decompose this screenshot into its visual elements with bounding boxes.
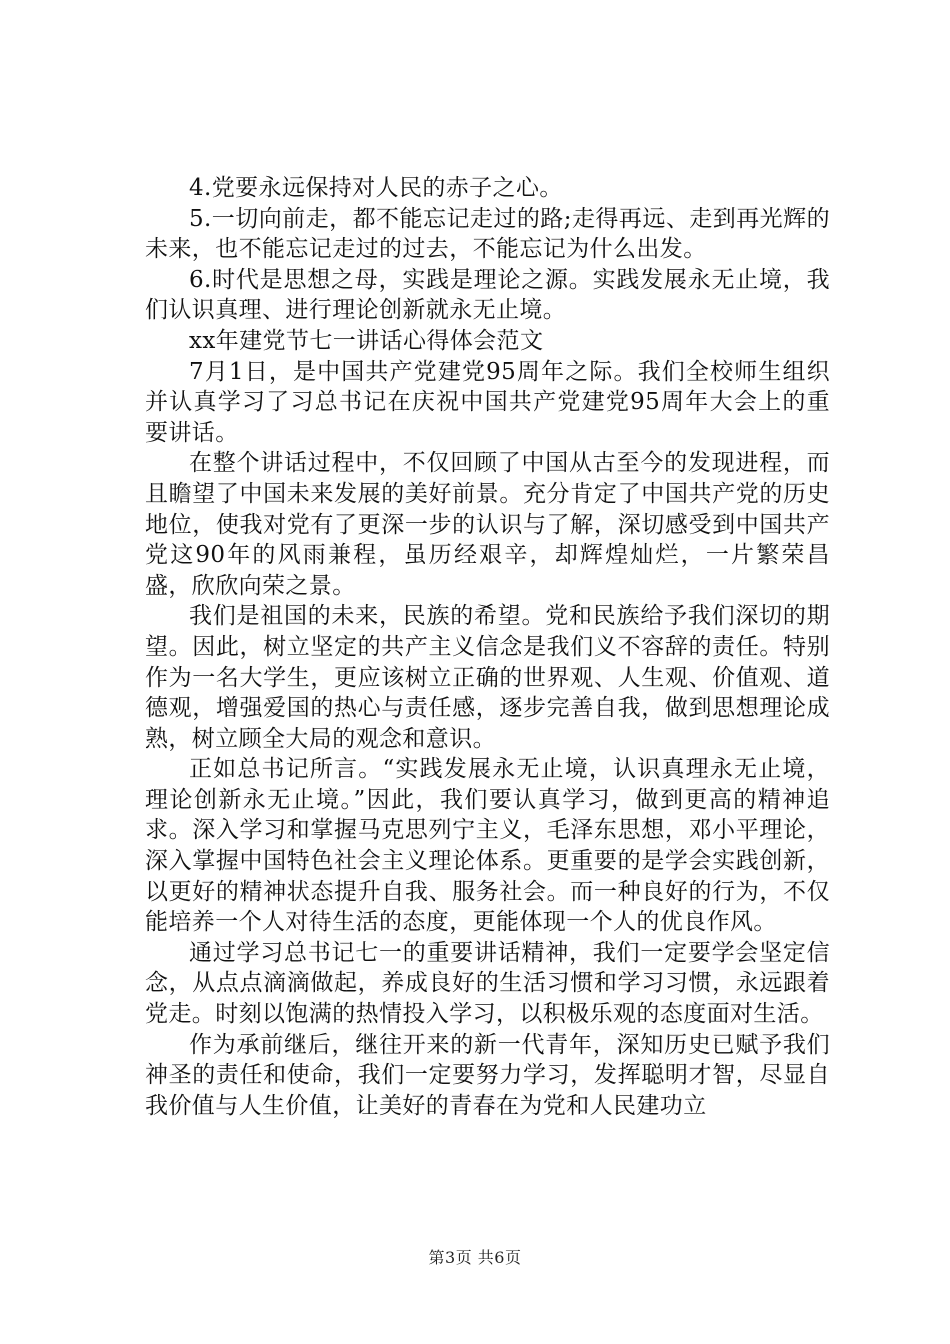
body-paragraph-4: 正如总书记所言。“实践发展永无止境，认识真理永无止境，理论创新永无止境。”因此，我们要认真学习，做到更高的精神追求。深入学习和掌握马克思列宁主义，毛泽东思想，邓小平理论，深入掌握中国特色社会主义理论体系。更重要的是学会实践创新，以更好的精神状态提升自我、服务社会。而一种良好的行为，不仅能培养一个人对待生活的态度，更能体现一个人的优良作风。 xyxy=(145,756,830,936)
list-item-4: 4.党要永远保持对人民的赤子之心。 xyxy=(189,175,563,201)
list-item-5: 5.一切向前走，都不能忘记走过的路;走得再远、走到再光辉的未来，也不能忘记走过的过去，不能忘记为什么出发。 xyxy=(145,205,830,263)
body-paragraph-6: 作为承前继后，继往开来的新一代青年，深知历史已赋予我们神圣的责任和使命，我们一定要努力学习，发挥聪明才智，尽显自我价值与人生价值，让美好的青春在为党和人民建功立 xyxy=(145,1031,830,1119)
page-number-footer: 第3页 共6页 xyxy=(428,1248,522,1267)
section-title: xx年建党节七一讲话心得体会范文 xyxy=(189,327,544,354)
list-item-6: 6.时代是思想之母，实践是理论之源。实践发展永无止境，我们认识真理、进行理论创新就永无止境。 xyxy=(145,266,830,324)
body-paragraph-1: 7月1日，是中国共产党建党95周年之际。我们全校师生组织并认真学习了习总书记在庆祝中国共产党建党95周年大会上的重要讲话。 xyxy=(145,358,830,446)
body-paragraph-5: 通过学习总书记七一的重要讲话精神，我们一定要学会坚定信念，从点点滴滴做起，养成良好的生活习惯和学习习惯，永远跟着党走。时刻以饱满的热情投入学习，以积极乐观的态度面对生活。 xyxy=(145,939,830,1028)
body-paragraph-3: 我们是祖国的未来，民族的希望。党和民族给予我们深切的期望。因此，树立坚定的共产主义信念是我们义不容辞的责任。特别作为一名大学生，更应该树立正确的世界观、人生观、价值观、道德观，增强爱国的热心与责任感，逐步完善自我，做到思想理论成熟，树立顾全大局的观念和意识。 xyxy=(145,603,830,752)
document-body xyxy=(145,173,830,1121)
body-paragraph-2: 在整个讲话过程中，不仅回顾了中国从古至今的发现进程，而且瞻望了中国未来发展的美好前景。充分肯定了中国共产党的历史地位，使我对党有了更深一步的认识与了解，深切感受到中国共产党这90年的风雨兼程，虽历经艰辛，却辉煌灿烂，一片繁荣昌盛，欣欣向荣之景。 xyxy=(145,450,830,599)
